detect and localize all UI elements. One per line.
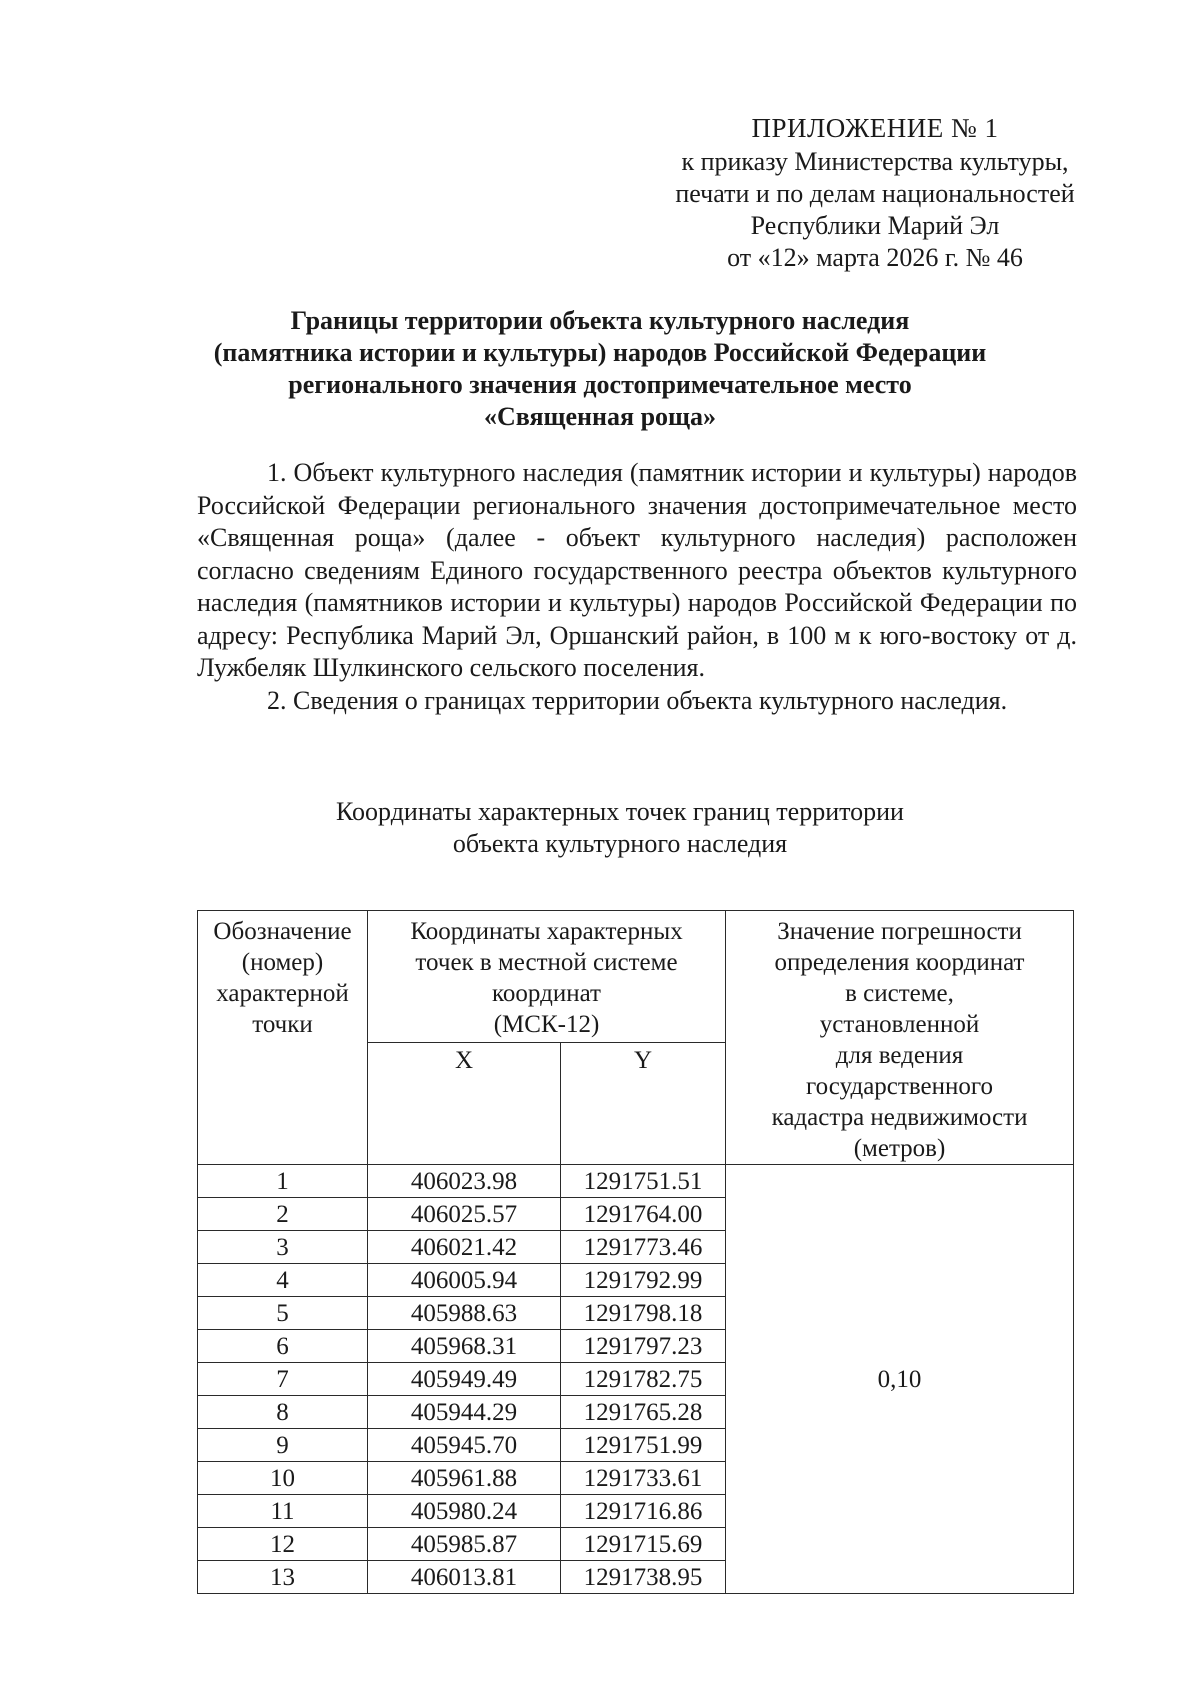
coord-x: 406005.94	[368, 1264, 561, 1297]
coord-x: 406021.42	[368, 1231, 561, 1264]
paragraph-1: 1. Объект культурного наследия (памятник истории и культуры) народов Российской Федерации регионального значения достопримечательное место «Священная роща» (далее - объект культурного наследия) расположен согласно сведениям Единого государственного реестра объектов культурного наследия (памятников истории и культуры) народов Российской Федерации по адресу: Республика Марий Эл, Оршанский район, в 100 м к юго-востоку от д. Лужбеляк Шулкинского сельского поселения.	[197, 458, 1077, 682]
point-number: 5	[198, 1297, 368, 1330]
coord-x: 405945.70	[368, 1429, 561, 1462]
coord-x: 406025.57	[368, 1198, 561, 1231]
document-title	[140, 305, 1060, 433]
coord-x: 405949.49	[368, 1363, 561, 1396]
point-number: 3	[198, 1231, 368, 1264]
coord-y: 1291765.28	[561, 1396, 726, 1429]
point-number: 4	[198, 1264, 368, 1297]
coord-y: 1291797.23	[561, 1330, 726, 1363]
header-point-number: Обозначение (номер) характерной точки	[198, 911, 368, 1165]
coord-y: 1291738.95	[561, 1561, 726, 1594]
coordinates-table	[197, 910, 1074, 1594]
title-line: регионального значения достопримечательное место	[288, 370, 912, 399]
point-number: 7	[198, 1363, 368, 1396]
coord-y: 1291751.51	[561, 1165, 726, 1198]
paragraph-2: 2. Сведения о границах территории объекта культурного наследия.	[267, 685, 1008, 715]
appendix-line: от «12» марта 2026 г. № 46	[727, 243, 1023, 272]
appendix-line: Республики Марий Эл	[750, 211, 1000, 240]
point-number: 12	[198, 1528, 368, 1561]
coord-x: 405988.63	[368, 1297, 561, 1330]
coord-x: 405980.24	[368, 1495, 561, 1528]
coord-y: 1291751.99	[561, 1429, 726, 1462]
header-error: Значение погрешности определения координат в системе, установленной для ведения государственного кадастра недвижимости (метров)	[726, 911, 1074, 1165]
title-line: «Священная роща»	[484, 402, 716, 431]
appendix-heading: ПРИЛОЖЕНИЕ № 1	[751, 113, 999, 143]
coord-y: 1291764.00	[561, 1198, 726, 1231]
header-x: X	[368, 1043, 561, 1165]
coord-y: 1291782.75	[561, 1363, 726, 1396]
coord-y: 1291798.18	[561, 1297, 726, 1330]
coord-y: 1291773.46	[561, 1231, 726, 1264]
header-y: Y	[561, 1043, 726, 1165]
appendix-line: печати и по делам национальностей	[675, 179, 1075, 208]
coord-x: 405985.87	[368, 1528, 561, 1561]
coord-y: 1291716.86	[561, 1495, 726, 1528]
coord-x: 406023.98	[368, 1165, 561, 1198]
coord-y: 1291715.69	[561, 1528, 726, 1561]
table-caption	[240, 796, 1000, 860]
point-number: 8	[198, 1396, 368, 1429]
coord-x: 406013.81	[368, 1561, 561, 1594]
caption-line: объекта культурного наследия	[452, 829, 788, 858]
coord-x: 405968.31	[368, 1330, 561, 1363]
error-value: 0,10	[726, 1165, 1074, 1594]
point-number: 9	[198, 1429, 368, 1462]
title-line: Границы территории объекта культурного наследия	[290, 306, 910, 335]
coord-y: 1291792.99	[561, 1264, 726, 1297]
coord-x: 405944.29	[368, 1396, 561, 1429]
caption-line: Координаты характерных точек границ территории	[336, 797, 904, 826]
point-number: 2	[198, 1198, 368, 1231]
header-coordinates: Координаты характерных точек в местной системе координат (МСК-12)	[368, 911, 726, 1043]
appendix-line: к приказу Министерства культуры,	[681, 147, 1069, 176]
point-number: 11	[198, 1495, 368, 1528]
table-row	[198, 1165, 1074, 1198]
point-number: 10	[198, 1462, 368, 1495]
title-line: (памятника истории и культуры) народов Российской Федерации	[213, 338, 987, 367]
point-number: 6	[198, 1330, 368, 1363]
point-number: 13	[198, 1561, 368, 1594]
body-text	[197, 457, 1077, 717]
point-number: 1	[198, 1165, 368, 1198]
coord-x: 405961.88	[368, 1462, 561, 1495]
appendix-block	[640, 112, 1110, 274]
coord-y: 1291733.61	[561, 1462, 726, 1495]
